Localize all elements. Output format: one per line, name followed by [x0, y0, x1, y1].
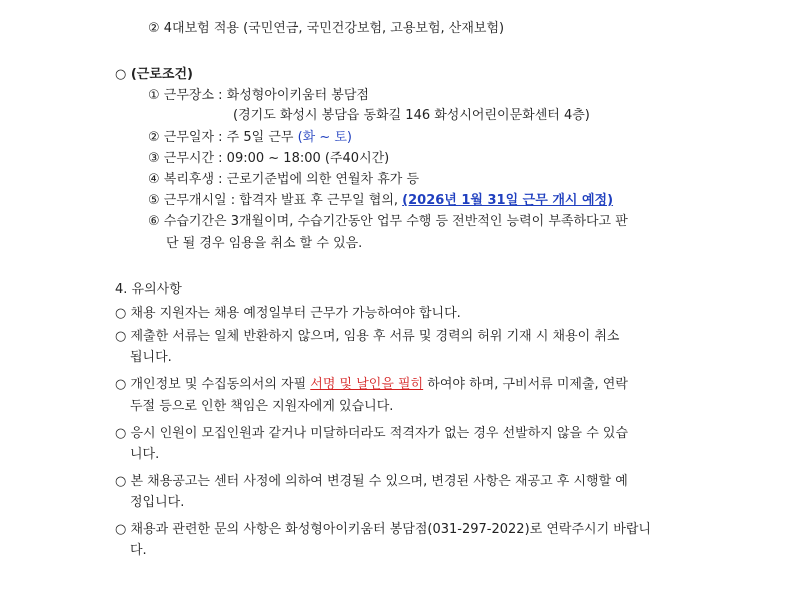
- condition-text: 근무일자 : 주 5일 근무: [163, 130, 298, 145]
- note-item: ○ 본 채용공고는 센터 사정에 의하여 변경될 수 있으며, 변경된 사항은 재공고 후 시행할 예: [115, 474, 628, 489]
- condition-item: [148, 193, 613, 209]
- condition-text: 근무장소 : 화성형아이키움터 봉담점: [163, 88, 369, 103]
- condition-text: 단 될 경우 임용을 취소 할 수 있음.: [166, 236, 363, 251]
- start-date-highlight: (2026년 1월 31일 근무 개시 예정): [402, 193, 614, 208]
- condition-text: 근무시간 : 09:00 ~ 18:00 (주40시간): [163, 151, 390, 166]
- item-marker: ⑥: [148, 214, 160, 229]
- condition-item: [233, 108, 590, 124]
- condition-item: [148, 88, 369, 104]
- note-item-continuation: 다.: [130, 543, 147, 558]
- item-marker: ②: [148, 130, 160, 145]
- condition-item: [148, 130, 352, 146]
- condition-text: 복리후생 : 근로기준법에 의한 연월차 휴가 등: [163, 172, 420, 187]
- note-item: ○ 제출한 서류는 일체 반환하지 않으며, 임용 후 서류 및 경력의 허위 기재 시 채용이 취소: [115, 329, 620, 344]
- condition-text: 수습기간은 3개월이며, 수습기간동안 업무 수행 등 전반적인 능력이 부족하다고 판: [163, 214, 628, 229]
- signature-emphasis: 서명 및 날인을 필히: [310, 377, 424, 392]
- condition-item: [148, 151, 389, 167]
- note-item: [115, 377, 628, 393]
- condition-item: [166, 236, 362, 252]
- insurance-item: ② 4대보험 적용 (국민연금, 국민건강보험, 고용보험, 산재보험): [148, 21, 505, 36]
- conditions-header: ○ (근로조건): [115, 67, 193, 82]
- note-item: ○ 응시 인원이 모집인원과 같거나 미달하더라도 적격자가 없는 경우 선발하지 않을 수 있습: [115, 426, 629, 441]
- condition-text: 근무개시일 : 합격자 발표 후 근무일 협의,: [163, 193, 403, 208]
- condition-item: [148, 172, 419, 188]
- condition-text: (경기도 화성시 봉담읍 동화길 146 화성시어린이문화센터 4층): [233, 108, 590, 123]
- item-marker: ⑤: [148, 193, 160, 208]
- item-marker: ④: [148, 172, 160, 187]
- note-item: ○ 채용과 관련한 문의 사항은 화성형아이키움터 봉담점(031-297-2022)로 연락주시기 바랍니: [115, 522, 651, 537]
- note-item: ○ 채용 지원자는 채용 예정일부터 근무가 가능하여야 합니다.: [115, 306, 461, 321]
- note-text: 하여야 하며, 구비서류 미제출, 연락: [423, 377, 628, 392]
- item-marker: ①: [148, 88, 160, 103]
- note-item-continuation: 두절 등으로 인한 책임은 지원자에게 있습니다.: [130, 399, 394, 414]
- note-text: ○ 개인정보 및 수집동의서의 자필: [115, 377, 311, 392]
- note-item-continuation: 니다.: [130, 447, 160, 462]
- condition-item: [148, 214, 628, 230]
- workdays-highlight: (화 ~ 토): [297, 130, 352, 145]
- note-item-continuation: 정입니다.: [130, 495, 185, 510]
- note-item-continuation: 됩니다.: [130, 350, 172, 365]
- notes-header: 4. 유의사항: [115, 282, 182, 297]
- item-marker: ③: [148, 151, 160, 166]
